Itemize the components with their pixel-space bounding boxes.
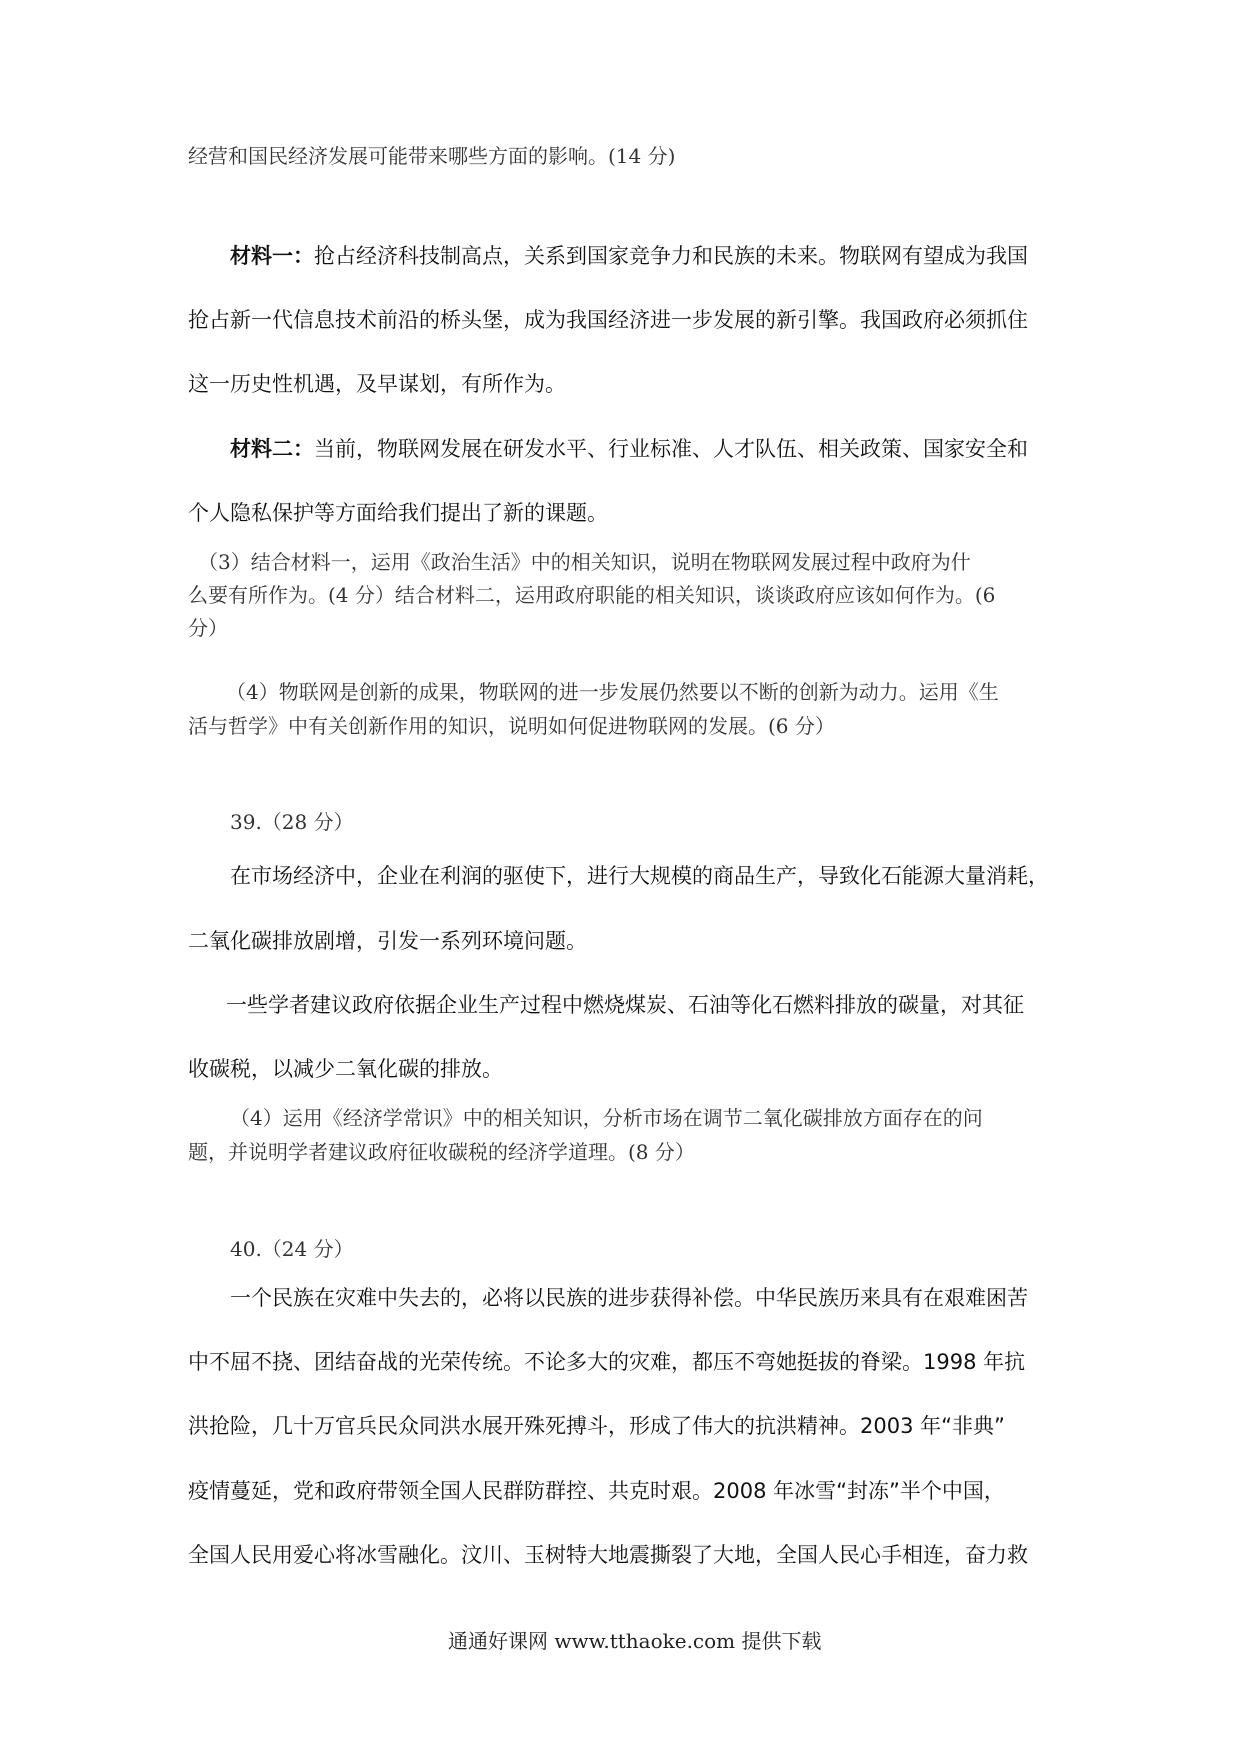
- question-3-line-2: 么要有所作为。(4 分）结合材料二，运用政府职能的相关知识，谈谈政府应该如何作为。(6: [188, 583, 996, 607]
- material-two-label: 材料二：: [230, 437, 314, 461]
- question-39-heading: 39.（28 分）: [230, 810, 354, 834]
- material-two-line-2: 个人隐私保护等方面给我们提出了新的课题。: [188, 501, 608, 525]
- q40-line-4: 疫情蔓延，党和政府带领全国人民群防群控、共克时艰。2008 年冰雪“封冻”半个中国，: [188, 1479, 1005, 1503]
- q40-line-3: 洪抢险，几十万官兵民众同洪水展开殊死搏斗，形成了伟大的抗洪精神。2003 年“非典”: [188, 1414, 1005, 1438]
- q39-para1-line-1: 在市场经济中，企业在利润的驱使下，进行大规模的商品生产，导致化石能源大量消耗，: [230, 864, 1049, 888]
- question-3-line-3: 分）: [188, 616, 228, 640]
- q39-para2-line-1: 一些学者建议政府依据企业生产过程中燃烧煤炭、石油等化石燃料排放的碳量，对其征: [226, 993, 1024, 1017]
- q40-line-2: 中不屈不挠、团结奋战的光荣传统。不论多大的灾难，都压不弯她挺拔的脊梁。1998 年抗: [188, 1350, 1026, 1374]
- question-4a-line-2: 活与哲学》中有关创新作用的知识，说明如何促进物联网的发展。(6 分）: [188, 714, 835, 738]
- material-one-line-1: 材料一：抢占经济科技制高点，关系到国家竞争力和民族的未来。物联网有望成为我国: [230, 244, 1028, 268]
- q40-line-1: 一个民族在灾难中失去的，必将以民族的进步获得补偿。中华民族历来具有在艰难困苦: [230, 1286, 1028, 1310]
- q39-sub4-line-1: （4）运用《经济学常识》中的相关知识，分析市场在调节二氧化碳排放方面存在的问: [230, 1106, 983, 1130]
- q39-para2-line-2: 收碳税，以减少二氧化碳的排放。: [188, 1057, 503, 1081]
- question-3-line-1: （3）结合材料一，运用《政治生活》中的相关知识，说明在物联网发展过程中政府为什: [198, 550, 971, 574]
- q39-sub4-line-2: 题，并说明学者建议政府征收碳税的经济学道理。(8 分）: [188, 1140, 695, 1164]
- question-4a-line-1: （4）物联网是创新的成果，物联网的进一步发展仍然要以不断的创新为动力。运用《生: [226, 680, 999, 704]
- material-two-line-1: 材料二：当前，物联网发展在研发水平、行业标准、人才队伍、相关政策、国家安全和: [230, 437, 1028, 461]
- q39-para1-line-2: 二氧化碳排放剧增，引发一系列环境问题。: [188, 929, 587, 953]
- page-footer: 通通好课网 www.tthaoke.com 提供下载: [448, 1629, 822, 1653]
- intro-line: 经营和国民经济发展可能带来哪些方面的影响。(14 分): [188, 144, 676, 168]
- q40-line-5: 全国人民用爱心将冰雪融化。汶川、玉树特大地震撕裂了大地，全国人民心手相连，奋力救: [188, 1543, 1028, 1567]
- material-one-label: 材料一：: [230, 244, 314, 268]
- material-one-line-3: 这一历史性机遇，及早谋划，有所作为。: [188, 372, 566, 396]
- material-one-line-2: 抢占新一代信息技术前沿的桥头堡，成为我国经济进一步发展的新引擎。我国政府必须抓住: [188, 308, 1028, 332]
- question-40-heading: 40.（24 分）: [230, 1237, 354, 1261]
